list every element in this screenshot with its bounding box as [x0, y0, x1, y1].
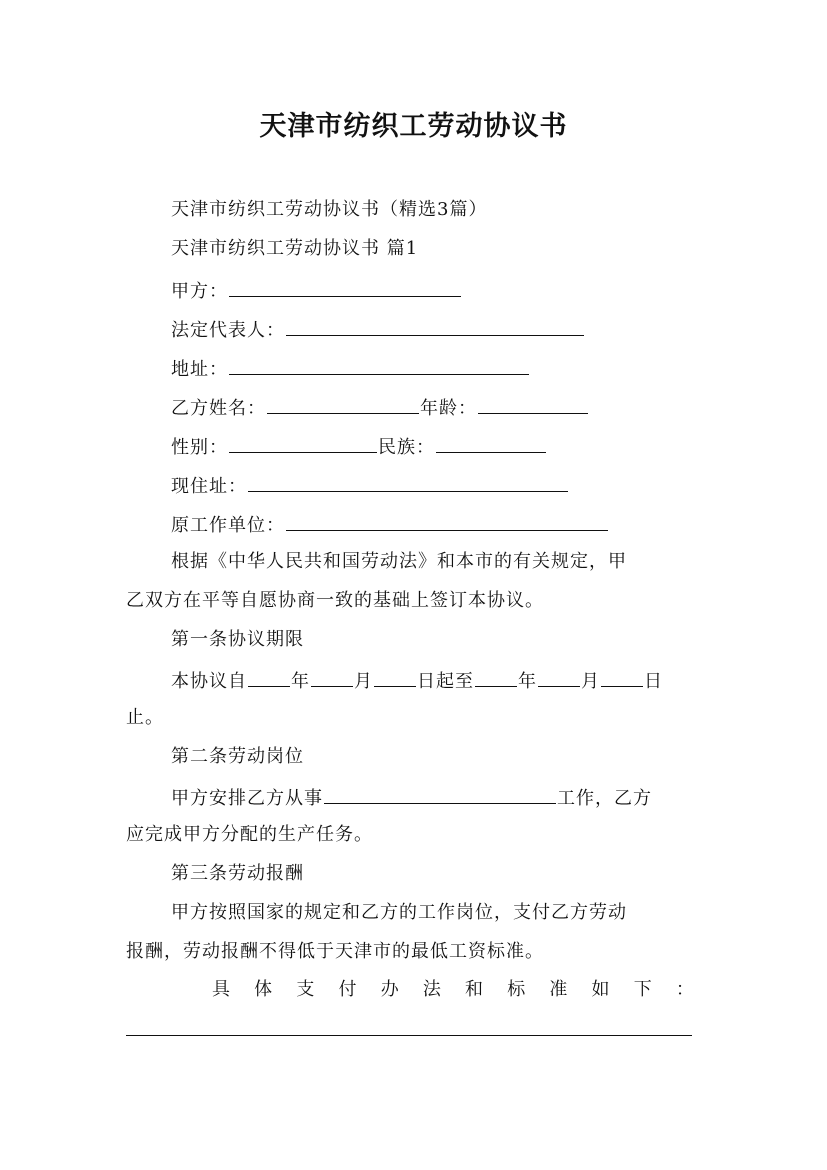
party-b-name-blank — [267, 393, 419, 414]
current-address-blank — [248, 471, 568, 492]
assignment-text-end: 工作，乙方 — [557, 788, 652, 809]
payment-char: 下 — [633, 979, 652, 1000]
start-year-blank — [248, 666, 290, 687]
address-field — [171, 354, 530, 383]
job-blank — [324, 783, 556, 804]
assignment-text: 甲方安排乙方从事 — [171, 788, 323, 809]
age-blank — [478, 393, 588, 414]
end-year-blank — [475, 666, 517, 687]
party-b-field — [171, 393, 589, 422]
ethnicity-blank — [436, 432, 546, 453]
start-day-blank — [374, 666, 416, 687]
term-text-6: 月 — [581, 671, 600, 692]
article-3-line-2: 报酬，劳动报酬不得低于天津市的最低工资标准。 — [126, 941, 544, 962]
payment-char: 法 — [422, 979, 441, 1000]
article-2-line-2: 应完成甲方分配的生产任务。 — [126, 824, 373, 845]
term-text-5: 年 — [518, 671, 537, 692]
document-title: 天津市纺织工劳动协议书 — [259, 111, 568, 142]
legal-rep-blank — [286, 315, 584, 336]
ethnicity-label: 民族： — [378, 437, 435, 458]
current-address-field — [171, 471, 569, 500]
term-text-1: 本协议自 — [171, 671, 247, 692]
gender-label: 性别： — [171, 437, 228, 458]
section-heading: 天津市纺织工劳动协议书 篇1 — [171, 238, 419, 259]
preamble-line-2: 乙双方在平等自愿协商一致的基础上签订本协议。 — [126, 590, 544, 611]
gender-blank — [229, 432, 377, 453]
party-b-name-label: 乙方姓名： — [171, 398, 266, 419]
preamble-line-1: 根据《中华人民共和国劳动法》和本市的有关规定，甲 — [171, 551, 627, 572]
article-3-heading: 第三条劳动报酬 — [171, 863, 304, 884]
payment-char: 标 — [507, 979, 526, 1000]
article-2-line-1 — [171, 783, 652, 812]
payment-char: 付 — [338, 979, 357, 1000]
party-a-field — [171, 276, 462, 305]
party-a-label: 甲方： — [171, 281, 228, 302]
start-month-blank — [311, 666, 353, 687]
payment-char: 具 — [212, 979, 230, 1000]
payment-char: 支 — [296, 979, 315, 1000]
payment-blank-line — [126, 1035, 692, 1036]
end-month-blank — [538, 666, 580, 687]
payment-method-line — [212, 977, 694, 1003]
end-day-blank — [601, 666, 643, 687]
age-label: 年龄： — [420, 398, 477, 419]
intro-line: 天津市纺织工劳动协议书（精选3篇） — [171, 199, 488, 220]
former-employer-label: 原工作单位： — [171, 515, 285, 536]
payment-char: 和 — [465, 979, 484, 1000]
legal-rep-field — [171, 315, 585, 344]
term-text-2: 年 — [291, 671, 310, 692]
term-text-3: 月 — [354, 671, 373, 692]
former-employer-blank — [286, 510, 608, 531]
payment-char: ： — [675, 979, 694, 1000]
term-text-4: 日起至 — [417, 671, 474, 692]
payment-char: 体 — [254, 979, 273, 1000]
article-1-term-line — [171, 666, 663, 695]
payment-char: 办 — [380, 979, 399, 1000]
payment-char: 如 — [591, 979, 610, 1000]
gender-field — [171, 432, 547, 461]
address-blank — [229, 354, 529, 375]
address-label: 地址： — [171, 359, 228, 380]
article-1-heading: 第一条协议期限 — [171, 629, 304, 650]
former-employer-field — [171, 510, 609, 539]
party-a-blank — [229, 276, 461, 297]
legal-rep-label: 法定代表人： — [171, 320, 285, 341]
payment-char: 准 — [549, 979, 568, 1000]
article-2-heading: 第二条劳动岗位 — [171, 746, 304, 767]
article-3-line-1: 甲方按照国家的规定和乙方的工作岗位，支付乙方劳动 — [171, 902, 627, 923]
term-text-7: 日 — [644, 671, 663, 692]
current-address-label: 现住址： — [171, 476, 247, 497]
article-1-end: 止。 — [126, 707, 164, 728]
